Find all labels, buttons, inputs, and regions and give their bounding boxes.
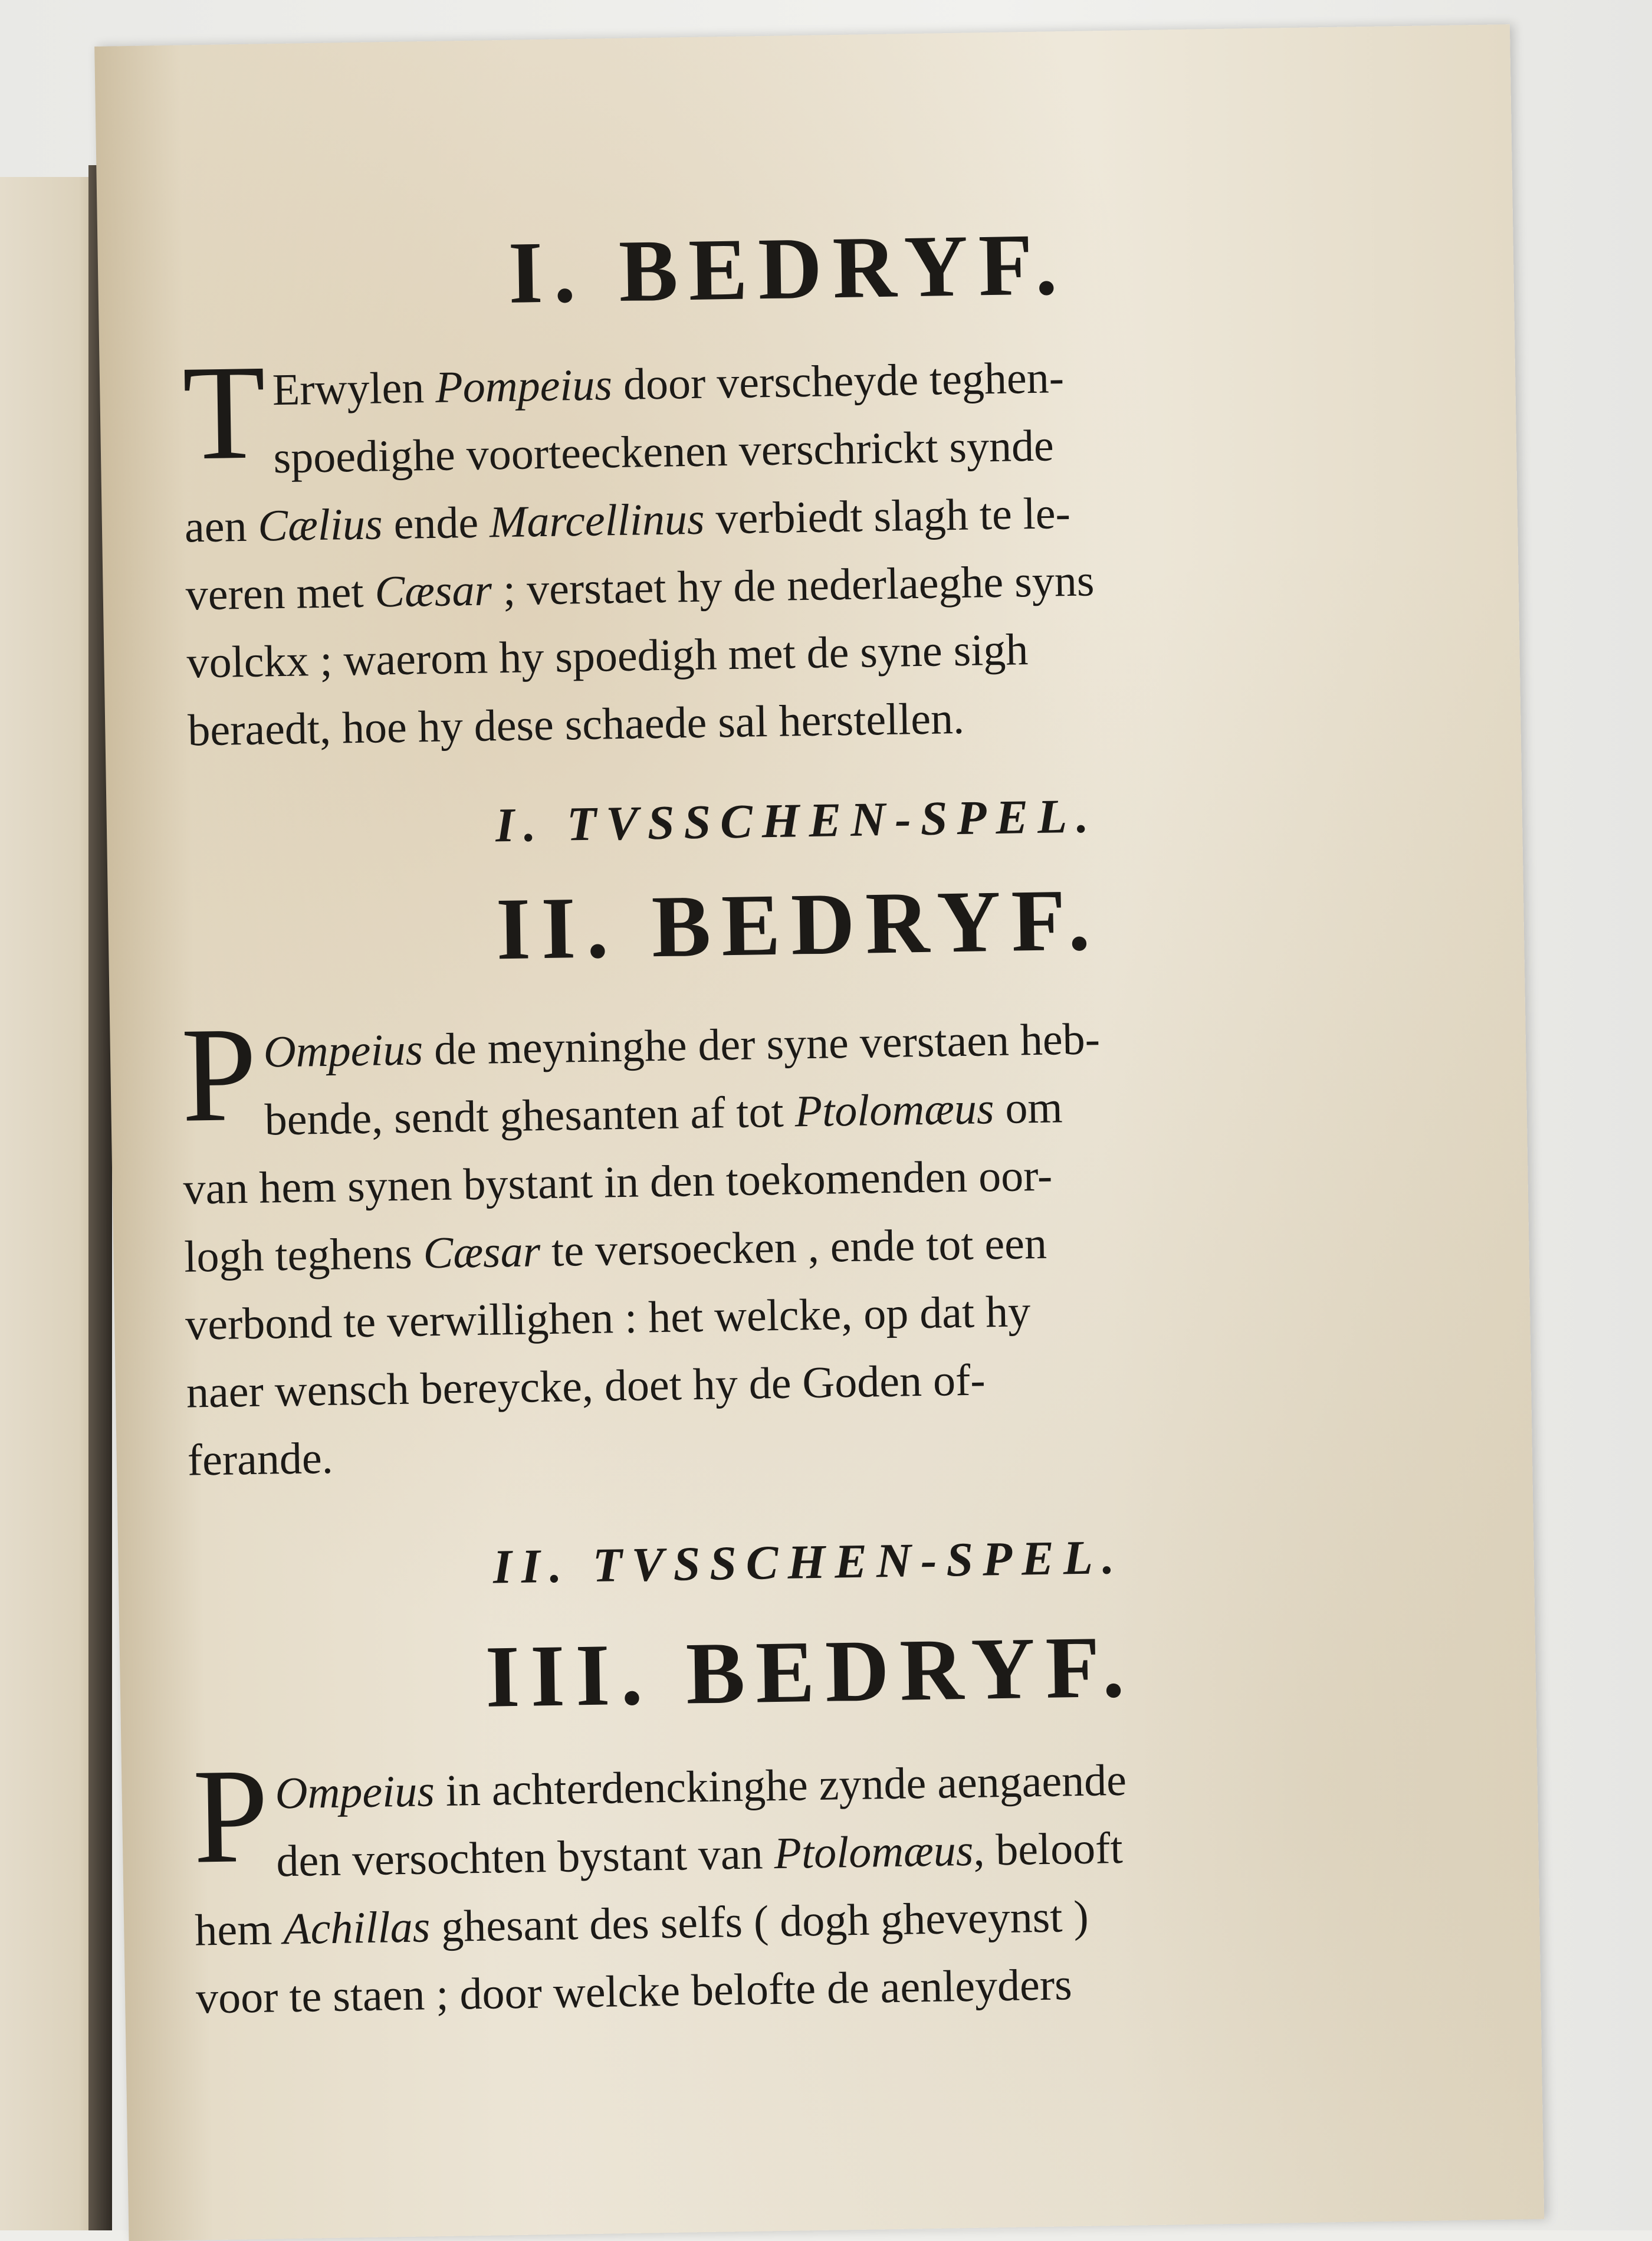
text-run: , belooft (973, 1823, 1124, 1875)
italic-name: Cælius (257, 499, 383, 551)
act2-summary (180, 1000, 1426, 1495)
text-run: ende (382, 497, 490, 549)
text-run: veren met (185, 567, 376, 620)
act2-heading: II. BEDRYF. (495, 871, 1102, 979)
text-run: in achterdenckinghe zynde aengaende (434, 1755, 1127, 1816)
italic-name: Ptolomæus (794, 1084, 995, 1137)
italic-name: Pompeius (435, 360, 613, 412)
act1-dropcap: T (181, 336, 267, 488)
italic-name: Marcellinus (489, 494, 705, 547)
text-run: om (993, 1082, 1063, 1134)
text-run: logh teghens (183, 1228, 424, 1282)
act2-dropcap: P (180, 998, 258, 1150)
italic-name: Cæsar (422, 1226, 541, 1278)
text-run: Erwylen (272, 362, 436, 415)
text-run: ghesant des selfs ( dogh gheveynst ) (429, 1891, 1089, 1952)
act3-lines (192, 1742, 1435, 2033)
italic-name: Ptolomæus (773, 1825, 974, 1879)
interlude1-heading: I. TVSSCHEN-SPEL. (495, 789, 1099, 852)
act3-heading: III. BEDRYF. (484, 1617, 1136, 1726)
text-run: ferande. (187, 1433, 334, 1485)
italic-name: Ompeius (274, 1766, 435, 1819)
act1-heading: I. BEDRYF. (507, 215, 1069, 322)
text-run: spoedighe voorteeckenen verschrickt synde (272, 421, 1055, 483)
page-content (168, 215, 1435, 2033)
text-run: voor te staen ; door welcke belofte de aenleyders (195, 1960, 1073, 2023)
book-page (94, 24, 1544, 2241)
italic-name: Ompeius (263, 1025, 423, 1077)
text-run: door verscheyde teghen- (612, 353, 1065, 410)
text-run: aen (184, 501, 259, 552)
text-run: volckx ; waerom hy spoedigh met de syne sigh (186, 625, 1029, 688)
text-run: ; verstaet hy de nederlaeghe syns (491, 556, 1095, 615)
text-run: bende, sendt ghesanten af tot (264, 1087, 796, 1145)
text-run: verbond te verwillighen : het welcke, op dat hy (185, 1287, 1031, 1350)
text-run: naer wensch bereycke, doet hy de Goden of- (186, 1355, 986, 1418)
act1-lines (181, 336, 1415, 765)
text-run: de meyninghe der syne verstaen heb- (422, 1014, 1101, 1075)
interlude2-heading: II. TVSSCHEN-SPEL. (492, 1530, 1125, 1594)
text-run: verbiedt slagh te le- (704, 488, 1071, 544)
act3-dropcap: P (192, 1740, 270, 1892)
text-run: beraedt, hoe hy dese schaede sal herstellen. (187, 693, 965, 756)
italic-name: Achillas (283, 1902, 431, 1954)
text-run: te versoecken , ende tot een (540, 1218, 1047, 1277)
italic-name: Cæsar (374, 565, 492, 617)
act2-lines (180, 1000, 1426, 1495)
text-run: van hem synen bystant in den toekomenden oor- (182, 1150, 1053, 1214)
text-run: hem (194, 1904, 284, 1955)
text-run: den versochten bystant van (275, 1829, 775, 1886)
act1-summary (170, 336, 1415, 765)
act3-summary (192, 1742, 1435, 2033)
